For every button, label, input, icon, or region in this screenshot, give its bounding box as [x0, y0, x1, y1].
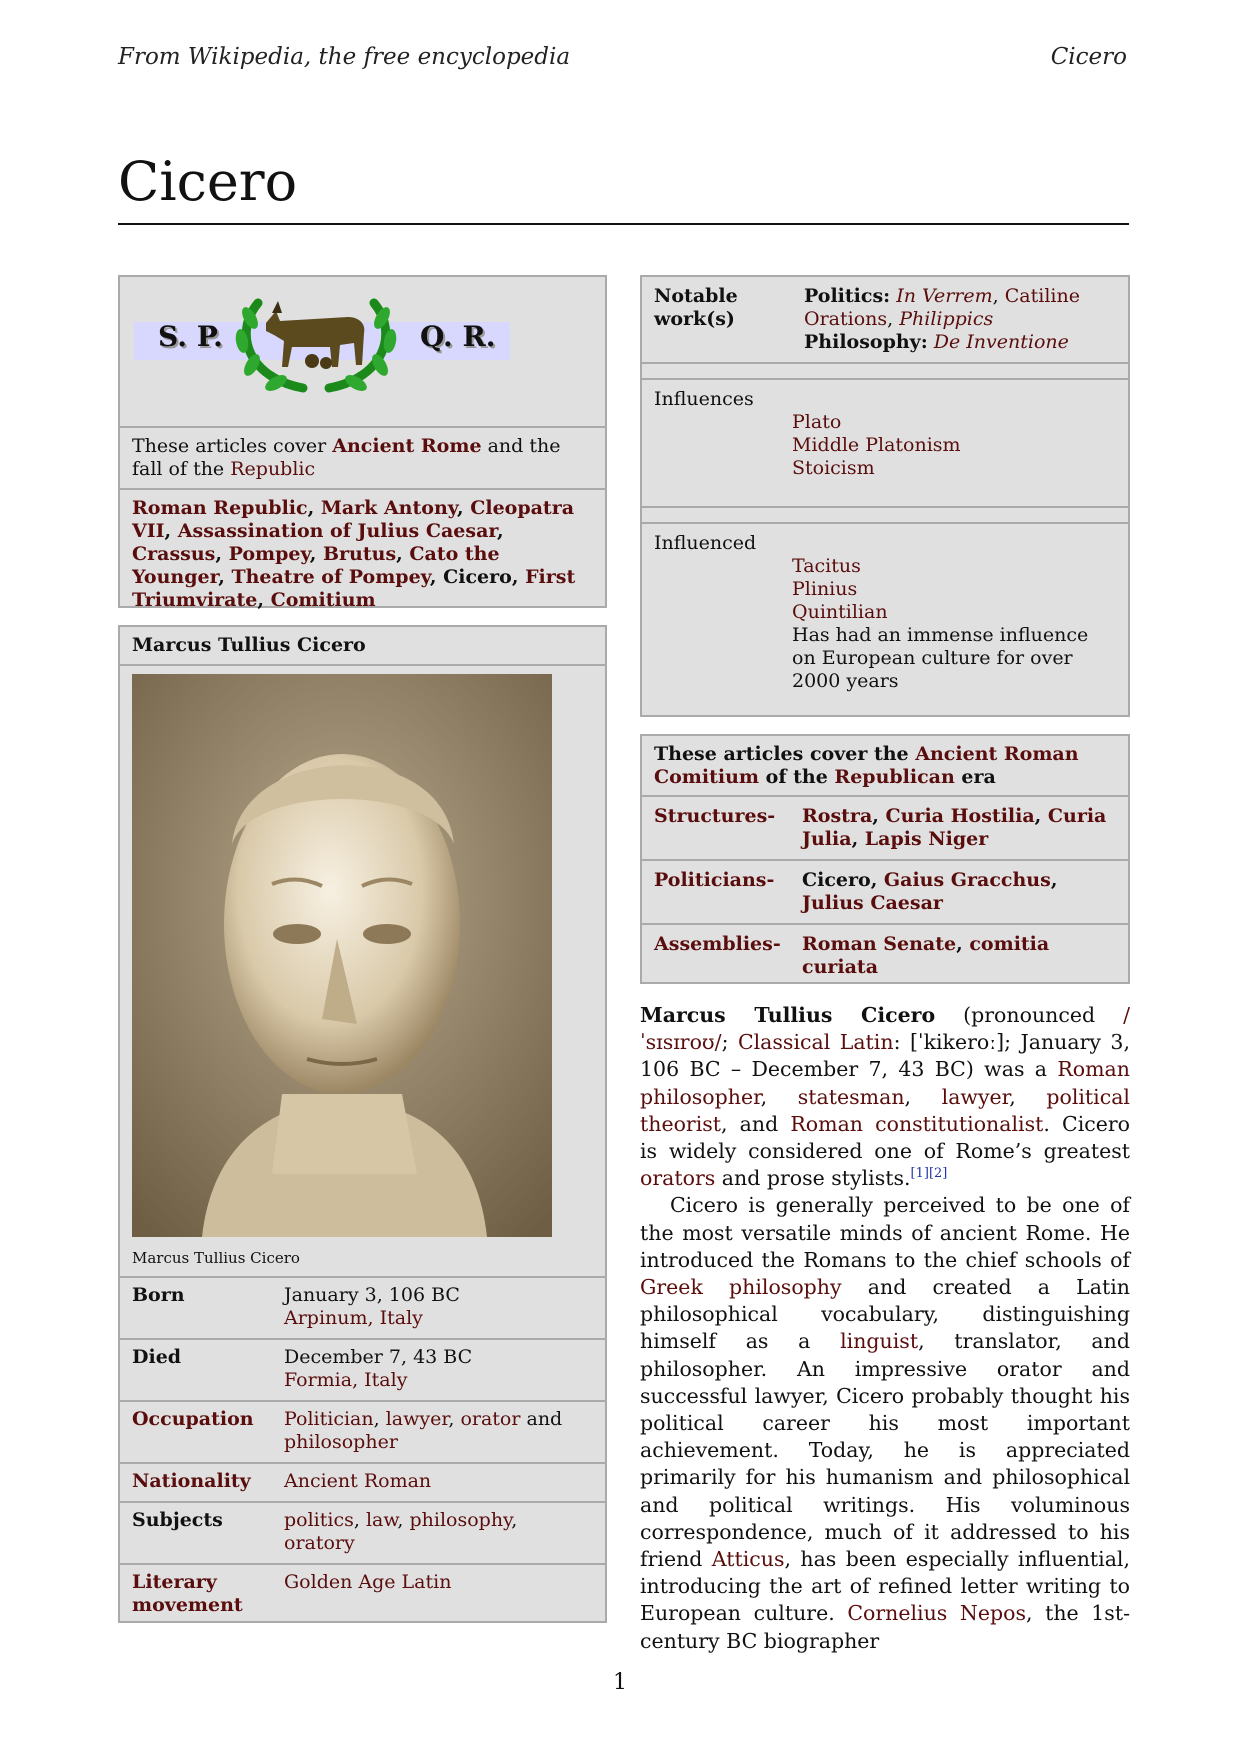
link-assassination-caesar[interactable]: Assassination of Julius Caesar — [177, 520, 498, 542]
text: ; January 3, 106 BC – December 7, 43 BC) was a — [640, 1030, 1130, 1082]
link-atticus[interactable]: Atticus — [711, 1547, 785, 1572]
rome-links-list: Roman Republic, Mark Antony, Cleopatra VII, Assassination of Julius Caesar, Crassus, Pompey, Brutus, Cato the Younger, Theatre of Pompey, Cicero, First Triumvirate, Comitium — [120, 488, 605, 620]
subject-name: Marcus Tullius Cicero — [640, 1003, 936, 1027]
text: Cicero is generally perceived to be one of the most versatile minds of ancient Rome. He introduced the Romans to the chief schools of — [640, 1193, 1130, 1272]
comitium-navbox — [640, 734, 1130, 984]
link-philosophy[interactable]: philosophy — [409, 1509, 512, 1531]
link-ipa-english[interactable]: /ˈsɪsɪroʊ/ — [640, 1003, 1131, 1055]
influences-label: Influences — [654, 388, 754, 410]
link-in-verrem[interactable]: In Verrem — [896, 285, 993, 307]
link-pompey[interactable]: Pompey — [228, 543, 310, 565]
link-ipa-latin[interactable]: [ˈkikeroː] — [909, 1030, 1005, 1055]
link-curia-julia[interactable]: Curia Julia — [802, 805, 1107, 850]
link-occupation-label[interactable]: Occupation — [132, 1408, 254, 1430]
link-catiline-orations[interactable]: Catiline Orations — [804, 285, 1080, 330]
infobox-row-subjects: Subjects politics, law, philosophy, oratory — [120, 1501, 605, 1563]
infobox-row-born — [120, 1276, 605, 1338]
link-roman-republic[interactable]: Roman Republic — [132, 497, 308, 519]
link-mark-antony[interactable]: Mark Antony — [320, 497, 457, 519]
link-ancient-rome[interactable]: Ancient Rome — [332, 435, 482, 457]
link-politician[interactable]: Politician — [284, 1408, 374, 1430]
text: : — [893, 1030, 910, 1055]
comitium-heading — [642, 736, 1128, 795]
ancient-rome-navbox — [118, 275, 607, 611]
text: and created a Latin philosophical vocabulary, distinguishing himself as a — [640, 1275, 1131, 1354]
link-died-place[interactable]: Formia, Italy — [284, 1369, 408, 1391]
text: , has been especially influential, introducing the art of refined letter writing to European culture. — [640, 1547, 1130, 1626]
link-republic[interactable]: Republic — [230, 458, 316, 480]
link-linguist[interactable]: linguist — [840, 1329, 919, 1354]
link-middle-platonism[interactable]: Middle Platonism — [792, 434, 961, 456]
link-lawyer[interactable]: lawyer — [385, 1408, 449, 1430]
link-julius-caesar[interactable]: Julius Caesar — [802, 892, 943, 914]
link-orator[interactable]: orator — [460, 1408, 521, 1430]
rome-intro-text: These articles cover — [132, 435, 333, 457]
link-statesman[interactable]: statesman — [797, 1084, 905, 1109]
comitium-heading-text: These articles cover the — [654, 743, 916, 765]
link-golden-age-latin[interactable]: Golden Age Latin — [284, 1571, 452, 1593]
page-number: 1 — [613, 1670, 627, 1695]
philosophy-label: Philosophy: — [804, 331, 928, 353]
spqr-letters-right: Q. R. — [420, 320, 496, 353]
infobox-row-occupation: Occupation Politician, lawyer, orator and philosopher — [120, 1400, 605, 1462]
link-law[interactable]: law — [365, 1509, 398, 1531]
link-plinius[interactable]: Plinius — [792, 578, 858, 600]
box-divider — [642, 506, 1128, 522]
link-first-triumvirate[interactable]: First Triumvirate — [132, 566, 576, 611]
influences-list — [654, 411, 1116, 480]
link-cornelius-nepos[interactable]: Cornelius Nepos — [847, 1601, 1026, 1626]
link-roman-senate[interactable]: Roman Senate — [802, 933, 957, 955]
link-roman-philosopher[interactable]: Roman philosopher — [640, 1057, 1130, 1109]
title-divider — [118, 223, 1129, 225]
politicians-label: Politicians- — [654, 869, 775, 891]
link-curia-hostilia[interactable]: Curia Hostilia — [885, 805, 1035, 827]
spqr-letters-left: S. P. — [158, 320, 223, 353]
citation-refs[interactable]: [1][2] — [910, 1166, 948, 1182]
link-cato[interactable]: Cato the Younger — [132, 543, 500, 588]
person-infobox — [118, 625, 607, 1623]
spqr-logo — [120, 277, 605, 426]
born-label: Born — [132, 1284, 185, 1306]
link-literary-movement-label[interactable]: Literary movement — [132, 1571, 243, 1616]
rome-intro — [120, 426, 605, 488]
born-date: January 3, 106 BC — [284, 1284, 460, 1306]
infobox-row-died — [120, 1338, 605, 1400]
comitium-row-politicians: Politicians- Cicero, Gaius Gracchus, Julius Caesar — [642, 859, 1128, 923]
link-ancient-roman[interactable]: Ancient Roman — [284, 1470, 432, 1492]
current-article-cicero-2: Cicero — [802, 869, 871, 891]
link-brutus[interactable]: Brutus — [322, 543, 397, 565]
link-political-theorist[interactable]: political theorist — [640, 1084, 1130, 1136]
link-orators[interactable]: orators — [640, 1166, 716, 1191]
paragraph-1: Marcus Tullius Cicero (pronounced /ˈsɪsɪroʊ/; Classical Latin: [ˈkikeroː]; January 3, 106 BC – December 7, 43 BC) was a Roman philosopher, statesman, lawyer, political theorist, and Roman constitutionalist. Cicero is widely considered one of Rome’s greatest orators and prose stylists.[1][2] — [640, 1003, 1131, 1191]
died-date: December 7, 43 BC — [284, 1346, 473, 1368]
notable-works-label: Notable work(s) — [654, 285, 738, 330]
link-plato[interactable]: Plato — [792, 411, 842, 433]
link-ancient-roman-comitium[interactable]: Ancient Roman Comitium — [654, 743, 1079, 788]
article-body — [640, 1002, 1130, 1655]
link-quintilian[interactable]: Quintilian — [792, 601, 888, 623]
comitium-row-assemblies: Assemblies- Roman Senate, comitia curiata — [642, 923, 1128, 987]
text: ; — [721, 1030, 738, 1055]
link-nationality-label[interactable]: Nationality — [132, 1470, 251, 1492]
text: and prose stylists. — [715, 1166, 911, 1191]
link-comitium[interactable]: Comitium — [270, 589, 376, 611]
link-theatre-pompey[interactable]: Theatre of Pompey — [231, 566, 430, 588]
link-de-inventione[interactable]: De Inventione — [933, 331, 1069, 353]
text: , translator, and philosopher. An impressive orator and successful lawyer, Cicero probably thought his political career his most important achievement. Today, he is appreciated primarily for his humanism and philosophical and political writings. His voluminous correspondence, much of it addressed to his friend — [640, 1329, 1130, 1572]
link-roman-constitutionalist[interactable]: Roman constitutionalist — [790, 1111, 1044, 1136]
link-greek-philosophy[interactable]: Greek philosophy — [640, 1275, 842, 1300]
page-title: Cicero — [118, 150, 298, 213]
assemblies-label: Assemblies- — [654, 933, 781, 955]
influenced-label: Influenced — [654, 532, 757, 554]
subjects-label: Subjects — [132, 1509, 223, 1531]
link-lapis-niger[interactable]: Lapis Niger — [864, 828, 989, 850]
comitium-row-structures: Structures- Rostra, Curia Hostilia, Curia Julia, Lapis Niger — [642, 795, 1128, 859]
link-lawyer-body[interactable]: lawyer — [941, 1084, 1010, 1109]
works-influences-box — [640, 275, 1130, 717]
link-stoicism[interactable]: Stoicism — [792, 457, 875, 479]
infobox-name: Marcus Tullius Cicero — [132, 634, 366, 656]
influences-section — [642, 378, 1128, 506]
rome-intro-text-2: and the fall of the — [132, 435, 561, 480]
link-crassus[interactable]: Crassus — [132, 543, 216, 565]
politics-label: Politics: — [804, 285, 891, 307]
link-classical-latin[interactable]: Classical Latin — [737, 1030, 894, 1055]
text: . Cicero is widely considered one of Rome’s greatest — [640, 1111, 1131, 1164]
link-gaius-gracchus[interactable]: Gaius Gracchus — [883, 869, 1051, 891]
text: , and — [721, 1111, 791, 1136]
notable-works-row: Notable work(s) Politics: In Verrem, Catiline Orations, Philippics Philosophy: De Inventione — [654, 285, 1080, 353]
link-republican[interactable]: Republican — [834, 766, 955, 788]
comitium-heading-text-3: era — [954, 766, 996, 788]
running-header-title: Cicero — [1050, 44, 1127, 70]
influenced-list — [654, 555, 1116, 693]
current-article-cicero: Cicero — [443, 566, 512, 588]
infobox-image-container — [120, 664, 605, 1243]
text: , the 1st-century BC biographer — [640, 1601, 1130, 1653]
influenced-note: Has had an immense influence on European culture for over 2000 years — [792, 624, 1089, 692]
link-rostra[interactable]: Rostra — [802, 805, 873, 827]
structures-label: Structures- — [654, 805, 776, 827]
box-divider — [642, 362, 1128, 378]
paragraph-2 — [640, 1192, 1130, 1654]
link-cleopatra[interactable]: Cleopatra VII — [132, 497, 575, 542]
infobox-row-nationality — [120, 1462, 605, 1501]
link-oratory[interactable]: oratory — [284, 1532, 355, 1554]
comitium-heading-text-2: of the — [759, 766, 835, 788]
image-caption: Marcus Tullius Cicero — [132, 1249, 300, 1267]
link-philosopher[interactable]: philosopher — [284, 1431, 398, 1453]
influenced-section — [642, 522, 1128, 701]
text: (pronounced — [935, 1003, 1124, 1027]
died-label: Died — [132, 1346, 182, 1368]
link-born-place[interactable]: Arpinum, Italy — [284, 1307, 423, 1329]
cicero-bust-image[interactable] — [132, 674, 552, 1237]
occupation-conjunction: and — [520, 1408, 563, 1430]
running-header-source: From Wikipedia, the free encyclopedia — [118, 44, 571, 70]
infobox-row-literary-movement — [120, 1563, 605, 1625]
link-politics[interactable]: politics — [284, 1509, 354, 1531]
capitoline-wolf-icon — [228, 283, 404, 403]
link-philippics[interactable]: Philippics — [899, 308, 994, 330]
link-tacitus[interactable]: Tacitus — [792, 555, 861, 577]
link-comitia-curiata[interactable]: comitia curiata — [802, 933, 1050, 978]
